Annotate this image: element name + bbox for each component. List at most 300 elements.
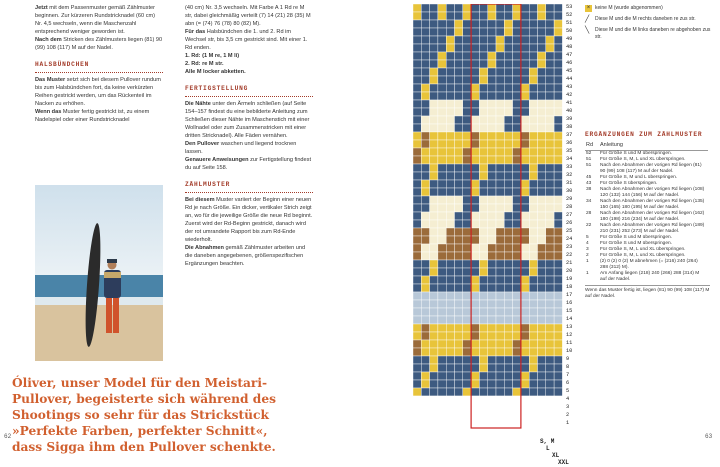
chart-cell	[538, 204, 546, 212]
body-paragraph-2: Wenn das Muster fertig gestrickt ist, zu einem Nadelspiel oder einer Rundstricknadel	[35, 109, 150, 123]
chart-cell	[538, 188, 546, 196]
chart-paragraph-2: Die Abnahmen gemäß Zählmuster arbeiten und die daneben angegebenen, größenspezifischen Ergänzungen beachten.	[185, 245, 306, 267]
chart-cell	[529, 356, 537, 364]
chart-cell	[438, 316, 446, 324]
chart-cell	[479, 220, 487, 228]
chart-cell	[471, 276, 479, 284]
chart-cell	[455, 172, 463, 180]
chart-cell	[554, 188, 562, 196]
chart-cell	[504, 300, 512, 308]
chart-cell	[455, 68, 463, 76]
chart-cell	[463, 308, 471, 316]
chart-cell	[413, 412, 421, 420]
chart-cell	[479, 28, 487, 36]
chart-cell	[463, 108, 471, 116]
chart-cell	[479, 204, 487, 212]
chart-cell	[438, 60, 446, 68]
cell-anleitung: Nach den Abnahmen der vorigen Rd liegen (81) 90 (99) 108 (117) M auf der Nadel.	[600, 163, 702, 174]
chart-cell	[438, 236, 446, 244]
knitting-chart	[413, 4, 563, 434]
chart-cell	[471, 108, 479, 116]
chart-cell	[546, 252, 554, 260]
chart-cell	[554, 228, 562, 236]
divider	[185, 96, 313, 97]
chart-cell	[471, 244, 479, 252]
chart-cell	[455, 404, 463, 412]
chart-cell	[504, 332, 512, 340]
chart-cell	[455, 76, 463, 84]
chart-cell	[521, 180, 529, 188]
chart-cell	[413, 204, 421, 212]
row-number: 50	[566, 28, 573, 34]
chart-cell	[430, 36, 438, 44]
chart-cell	[421, 420, 429, 428]
chart-cell	[446, 140, 454, 148]
chart-cell	[446, 196, 454, 204]
chart-cell	[521, 84, 529, 92]
chart-cell	[479, 180, 487, 188]
chart-cell	[438, 92, 446, 100]
chart-cell	[471, 180, 479, 188]
chart-cell	[496, 156, 504, 164]
chart-cell	[438, 396, 446, 404]
chart-cell	[413, 124, 421, 132]
chart-cell	[463, 156, 471, 164]
chart-cell	[421, 28, 429, 36]
size-label: L	[546, 445, 550, 452]
chart-cell	[538, 28, 546, 36]
chart-cell	[504, 220, 512, 228]
chart-cell	[455, 20, 463, 28]
section-heading-fertigstellung: FERTIGSTELLUNG	[185, 85, 249, 92]
chart-cell	[529, 244, 537, 252]
chart-cell	[554, 420, 562, 428]
chart-cell	[413, 372, 421, 380]
chart-cell	[446, 172, 454, 180]
chart-cell	[430, 108, 438, 116]
chart-cell	[554, 156, 562, 164]
chart-cell	[446, 68, 454, 76]
ergaenzungen-table	[585, 142, 708, 283]
chart-cell	[463, 172, 471, 180]
chart-cell	[529, 124, 537, 132]
chart-cell	[546, 236, 554, 244]
chart-cell	[513, 196, 521, 204]
column-header-anleitung: Anleitung	[599, 142, 708, 151]
chart-cell	[438, 124, 446, 132]
chart-cell	[446, 332, 454, 340]
cell-rd: 52	[586, 151, 592, 156]
chart-cell	[488, 308, 496, 316]
row-number: 28	[566, 204, 573, 210]
chart-cell	[504, 212, 512, 220]
chart-cell	[554, 316, 562, 324]
chart-cell	[538, 308, 546, 316]
chart-cell	[430, 220, 438, 228]
cell-anleitung: Für Größe S, M und L überspringen.	[600, 175, 678, 180]
chart-cell	[471, 84, 479, 92]
chart-cell	[471, 404, 479, 412]
chart-cell	[554, 292, 562, 300]
chart-cell	[513, 244, 521, 252]
chart-cell	[513, 140, 521, 148]
chart-cell	[529, 84, 537, 92]
chart-cell	[521, 364, 529, 372]
chart-cell	[546, 284, 554, 292]
chart-cell	[479, 132, 487, 140]
chart-cell	[421, 196, 429, 204]
row-number: 53	[566, 4, 573, 10]
chart-cell	[546, 44, 554, 52]
legend-text: Diese M und die M rechts daneben re zus str.	[595, 16, 696, 22]
chart-cell	[455, 316, 463, 324]
chart-cell	[438, 324, 446, 332]
row-number: 29	[566, 196, 573, 202]
chart-cell	[529, 364, 537, 372]
chart-cell	[496, 12, 504, 20]
row-number: 24	[566, 236, 573, 242]
chart-cell	[430, 340, 438, 348]
chart-cell	[446, 44, 454, 52]
chart-cell	[496, 252, 504, 260]
chart-cell	[546, 84, 554, 92]
chart-cell	[546, 12, 554, 20]
chart-cell	[438, 4, 446, 12]
chart-cell	[538, 68, 546, 76]
chart-cell	[455, 372, 463, 380]
chart-cell	[446, 340, 454, 348]
chart-cell	[521, 36, 529, 44]
chart-cell	[554, 4, 562, 12]
chart-cell	[554, 356, 562, 364]
chart-cell	[463, 372, 471, 380]
chart-cell	[479, 148, 487, 156]
chart-cell	[513, 340, 521, 348]
chart-cell	[463, 12, 471, 20]
row-number: 19	[566, 276, 573, 282]
chart-cell	[538, 372, 546, 380]
bind-off: Alle M locker abketten.	[185, 69, 246, 75]
chart-cell	[471, 100, 479, 108]
chart-cell	[504, 316, 512, 324]
table-footer: Wenn das Muster fertig ist, liegen (81) 90 (99) 108 (117) M auf der Nadel.	[585, 285, 710, 300]
chart-cell	[421, 404, 429, 412]
chart-cell	[463, 348, 471, 356]
row-number: 46	[566, 60, 573, 66]
chart-cell	[521, 292, 529, 300]
chart-cell	[521, 324, 529, 332]
chart-cell	[455, 380, 463, 388]
surfer-photo	[35, 185, 163, 361]
chart-cell	[471, 68, 479, 76]
chart-cell	[479, 260, 487, 268]
chart-cell	[471, 164, 479, 172]
page-number-left: 62	[4, 433, 12, 440]
chart-cell	[554, 300, 562, 308]
chart-cell	[430, 412, 438, 420]
chart-cell	[529, 332, 537, 340]
chart-cell	[446, 180, 454, 188]
chart-cell	[496, 4, 504, 12]
chart-cell	[463, 380, 471, 388]
chart-cell	[463, 196, 471, 204]
chart-cell	[455, 4, 463, 12]
chart-cell	[421, 140, 429, 148]
chart-cell	[421, 12, 429, 20]
chart-cell	[438, 212, 446, 220]
chart-cell	[529, 396, 537, 404]
chart-cell	[479, 364, 487, 372]
chart-cell	[463, 44, 471, 52]
chart-cell	[438, 332, 446, 340]
chart-cell	[513, 180, 521, 188]
chart-cell	[446, 60, 454, 68]
chart-cell	[413, 420, 421, 428]
chart-cell	[446, 220, 454, 228]
chart-cell	[421, 244, 429, 252]
chart-cell	[438, 244, 446, 252]
cell-anleitung: Am Anfang liegen (218) 240 (266) 288 (314) M auf der Nadel.	[600, 271, 700, 282]
chart-cell	[446, 212, 454, 220]
chart-cell	[488, 92, 496, 100]
chart-cell	[455, 244, 463, 252]
chart-cell	[463, 188, 471, 196]
chart-cell	[504, 412, 512, 420]
row-number: 13	[566, 324, 573, 330]
chart-cell	[496, 220, 504, 228]
chart-cell	[538, 324, 546, 332]
row-number: 51	[566, 20, 573, 26]
chart-cell	[421, 188, 429, 196]
chart-cell	[413, 172, 421, 180]
chart-cell	[496, 68, 504, 76]
chart-cell	[471, 36, 479, 44]
chart-cell	[538, 388, 546, 396]
chart-cell	[421, 396, 429, 404]
chart-cell	[488, 36, 496, 44]
chart-cell	[546, 268, 554, 276]
page-number-right: 63	[705, 433, 713, 440]
chart-cell	[521, 244, 529, 252]
chart-cell	[504, 4, 512, 12]
chart-cell	[413, 52, 421, 60]
chart-cell	[421, 412, 429, 420]
chart-cell	[504, 164, 512, 172]
chart-cell	[521, 340, 529, 348]
chart-cell	[496, 244, 504, 252]
chart-cell	[488, 132, 496, 140]
chart-cell	[455, 420, 463, 428]
chart-cell	[471, 172, 479, 180]
col2-paragraph: Für das Halsbündchen die 1. und 2. Rd im Wechsel str, bis 3,5 cm gestrickt sind. Mit einer 1. Rd enden.	[185, 29, 308, 51]
chart-cell	[488, 276, 496, 284]
chart-cell	[546, 404, 554, 412]
chart-cell	[554, 44, 562, 52]
backslash-symbol-icon: ╲	[585, 27, 590, 34]
chart-cell	[413, 44, 421, 52]
chart-cell	[430, 244, 438, 252]
chart-cell	[430, 260, 438, 268]
chart-cell	[496, 212, 504, 220]
chart-cell	[471, 332, 479, 340]
chart-cell	[513, 324, 521, 332]
chart-cell	[455, 356, 463, 364]
chart-cell	[546, 60, 554, 68]
chart-cell	[546, 292, 554, 300]
chart-cell	[521, 68, 529, 76]
slash-symbol-icon: ╱	[585, 16, 590, 23]
chart-cell	[455, 180, 463, 188]
chart-cell	[554, 172, 562, 180]
chart-cell	[538, 364, 546, 372]
chart-cell	[538, 132, 546, 140]
chart-cell	[421, 76, 429, 84]
chart-cell	[496, 116, 504, 124]
chart-cell	[496, 228, 504, 236]
cell-anleitung: Für Größe S und M überspringen.	[600, 241, 672, 246]
chart-cell	[504, 12, 512, 20]
chart-cell	[496, 60, 504, 68]
chart-cell	[496, 132, 504, 140]
chart-cell	[504, 404, 512, 412]
chart-cell	[471, 412, 479, 420]
chart-cell	[504, 36, 512, 44]
row-number: 48	[566, 44, 573, 50]
chart-cell	[479, 396, 487, 404]
chart-cell	[513, 268, 521, 276]
chart-cell	[471, 76, 479, 84]
chart-cell	[471, 308, 479, 316]
row-number: 23	[566, 244, 573, 250]
chart-cell	[413, 260, 421, 268]
chart-cell	[471, 12, 479, 20]
chart-cell	[538, 348, 546, 356]
chart-cell	[513, 4, 521, 12]
chart-cell	[496, 420, 504, 428]
chart-cell	[513, 36, 521, 44]
chart-cell	[513, 404, 521, 412]
chart-cell	[504, 420, 512, 428]
chart-cell	[521, 252, 529, 260]
chart-cell	[471, 4, 479, 12]
chart-cell	[504, 396, 512, 404]
chart-cell	[438, 140, 446, 148]
chart-cell	[488, 44, 496, 52]
chart-cell	[504, 284, 512, 292]
chart-cell	[496, 100, 504, 108]
chart-cell	[538, 268, 546, 276]
chart-cell	[430, 348, 438, 356]
chart-cell	[529, 36, 537, 44]
column-2	[185, 4, 313, 268]
chart-cell	[538, 276, 546, 284]
chart-cell	[430, 236, 438, 244]
chart-cell	[554, 36, 562, 44]
chart-cell	[413, 380, 421, 388]
chart-cell	[430, 332, 438, 340]
chart-cell	[430, 116, 438, 124]
chart-cell	[455, 92, 463, 100]
chart-cell	[546, 132, 554, 140]
chart-cell	[446, 380, 454, 388]
chart-cell	[430, 292, 438, 300]
chart-cell	[455, 140, 463, 148]
chart-cell	[521, 108, 529, 116]
chart-cell	[438, 164, 446, 172]
chart-cell	[538, 108, 546, 116]
chart-cell	[513, 220, 521, 228]
row-number: 39	[566, 116, 573, 122]
chart-cell	[504, 236, 512, 244]
chart-cell	[471, 44, 479, 52]
chart-cell	[463, 316, 471, 324]
chart-cell	[554, 276, 562, 284]
chart-cell	[421, 340, 429, 348]
chart-cell	[463, 180, 471, 188]
chart-cell	[513, 300, 521, 308]
chart-cell	[455, 100, 463, 108]
cell-anleitung: Für Größe S, M, L und XL überspringen.	[600, 253, 686, 258]
cell-rd: 2	[586, 253, 589, 258]
chart-cell	[479, 100, 487, 108]
chart-cell	[546, 308, 554, 316]
chart-cell	[455, 116, 463, 124]
chart-cell	[479, 308, 487, 316]
chart-cell	[504, 324, 512, 332]
chart-cell	[521, 164, 529, 172]
chart-cell	[513, 44, 521, 52]
cell-anleitung: Für Größe S und M überspringen.	[600, 151, 672, 156]
chart-cell	[446, 20, 454, 28]
chart-cell	[521, 20, 529, 28]
chart-cell	[471, 396, 479, 404]
row-number: 20	[566, 268, 573, 274]
chart-cell	[463, 164, 471, 172]
chart-cell	[521, 236, 529, 244]
chart-cell	[413, 244, 421, 252]
chart-cell	[446, 300, 454, 308]
cell-rd: 28	[586, 211, 592, 216]
chart-cell	[430, 84, 438, 92]
chart-cell	[471, 300, 479, 308]
sand	[35, 305, 163, 361]
chart-cell	[430, 276, 438, 284]
chart-cell	[521, 412, 529, 420]
chart-cell	[529, 372, 537, 380]
chart-cell	[446, 204, 454, 212]
chart-cell	[521, 28, 529, 36]
chart-cell	[421, 372, 429, 380]
chart-cell	[513, 348, 521, 356]
chart-cell	[421, 388, 429, 396]
chart-cell	[488, 28, 496, 36]
chart-cell	[529, 116, 537, 124]
chart-cell	[488, 228, 496, 236]
chart-cell	[463, 220, 471, 228]
cell-rd: 1	[586, 271, 589, 276]
chart-cell	[421, 20, 429, 28]
chart-cell	[479, 372, 487, 380]
chart-cell	[413, 252, 421, 260]
chart-cell	[479, 68, 487, 76]
chart-cell	[463, 212, 471, 220]
chart-cell	[413, 324, 421, 332]
row-number: 4	[566, 396, 570, 402]
chart-cell	[496, 260, 504, 268]
chart-cell	[479, 292, 487, 300]
chart-cell	[488, 380, 496, 388]
chart-cell	[496, 348, 504, 356]
